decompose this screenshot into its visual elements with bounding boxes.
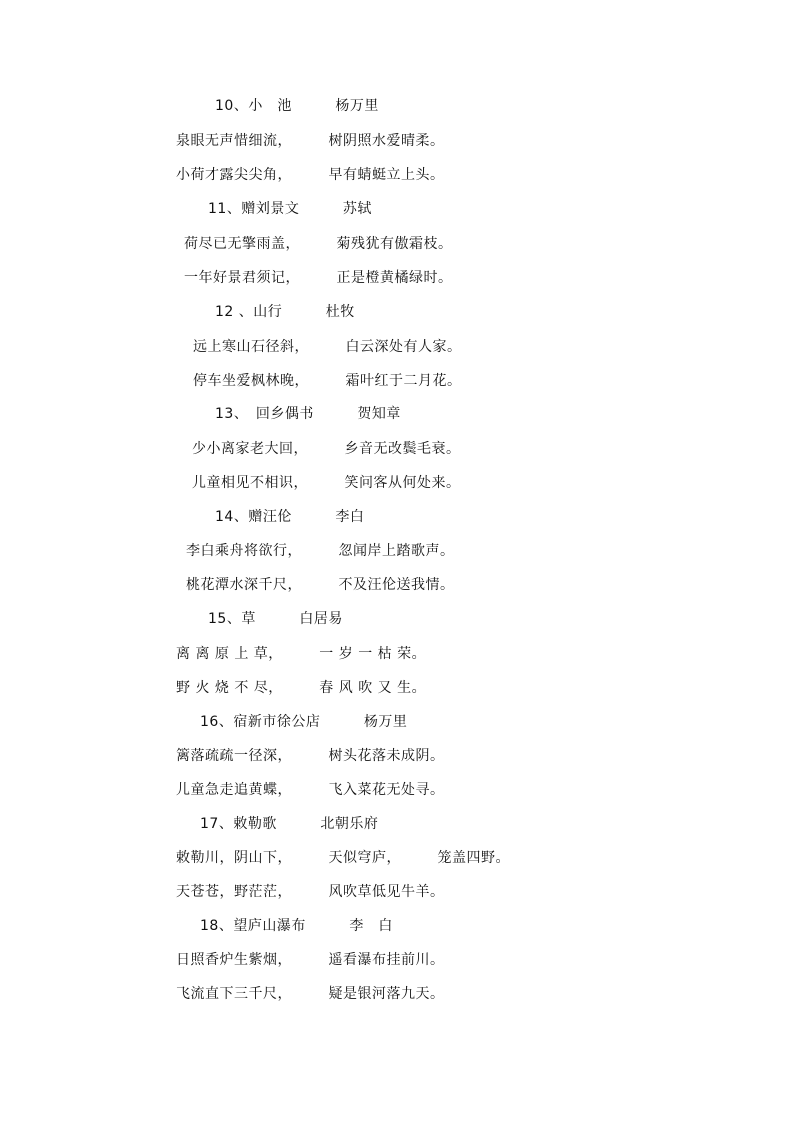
poem-heading: 11、赠刘景文 苏轼 xyxy=(208,201,372,217)
poem-heading: 17、敕勒歌 北朝乐府 xyxy=(200,816,379,832)
poem-line: 停车坐爱枫林晚， 霜叶红于二月花。 xyxy=(193,373,462,389)
poem-line: 泉眼无声惜细流， 树阴照水爱晴柔。 xyxy=(176,133,445,149)
poem-line: 儿童相见不相识， 笑问客从何处来。 xyxy=(192,475,461,491)
poem-line: 荷尽已无擎雨盖， 菊残犹有傲霜枝。 xyxy=(184,236,453,252)
poem-line: 李白乘舟将欲行， 忽闻岸上踏歌声。 xyxy=(186,543,455,559)
poem-line: 敕勒川，阴山下， 天似穹庐， 笼盖四野。 xyxy=(176,850,510,866)
poem-line: 少小离家老大回， 乡音无改鬓毛衰。 xyxy=(192,441,461,457)
poem-line: 桃花潭水深千尺， 不及汪伦送我情。 xyxy=(186,577,455,593)
poem-line: 小荷才露尖尖角， 早有蜻蜓立上头。 xyxy=(176,167,445,183)
poem-heading: 16、宿新市徐公店 杨万里 xyxy=(200,714,408,730)
poem-line: 篱落疏疏一径深， 树头花落未成阴。 xyxy=(176,748,445,764)
poem-line: 儿童急走追黄蝶， 飞入菜花无处寻。 xyxy=(176,782,445,798)
poem-line: 离 离 原 上 草， 一 岁 一 枯 荣。 xyxy=(176,646,427,662)
poem-heading: 12 、山行 杜牧 xyxy=(215,304,355,320)
poem-line: 野 火 烧 不 尽， 春 风 吹 又 生。 xyxy=(176,680,427,696)
poem-heading: 10、小 池 杨万里 xyxy=(215,98,379,114)
poem-line: 飞流直下三千尺， 疑是银河落九天。 xyxy=(176,986,445,1002)
poem-heading: 15、草 白居易 xyxy=(208,611,343,627)
poem-line: 一年好景君须记， 正是橙黄橘绿时。 xyxy=(184,270,453,286)
poem-line: 天苍苍，野茫茫， 风吹草低见牛羊。 xyxy=(176,884,445,900)
poem-heading: 18、望庐山瀑布 李 白 xyxy=(200,918,393,934)
poem-line: 远上寒山石径斜， 白云深处有人家。 xyxy=(193,339,462,355)
poem-line: 日照香炉生紫烟， 遥看瀑布挂前川。 xyxy=(176,952,445,968)
poem-heading: 14、赠汪伦 李白 xyxy=(215,509,365,525)
poem-heading: 13、 回乡偶书 贺知章 xyxy=(215,406,401,422)
